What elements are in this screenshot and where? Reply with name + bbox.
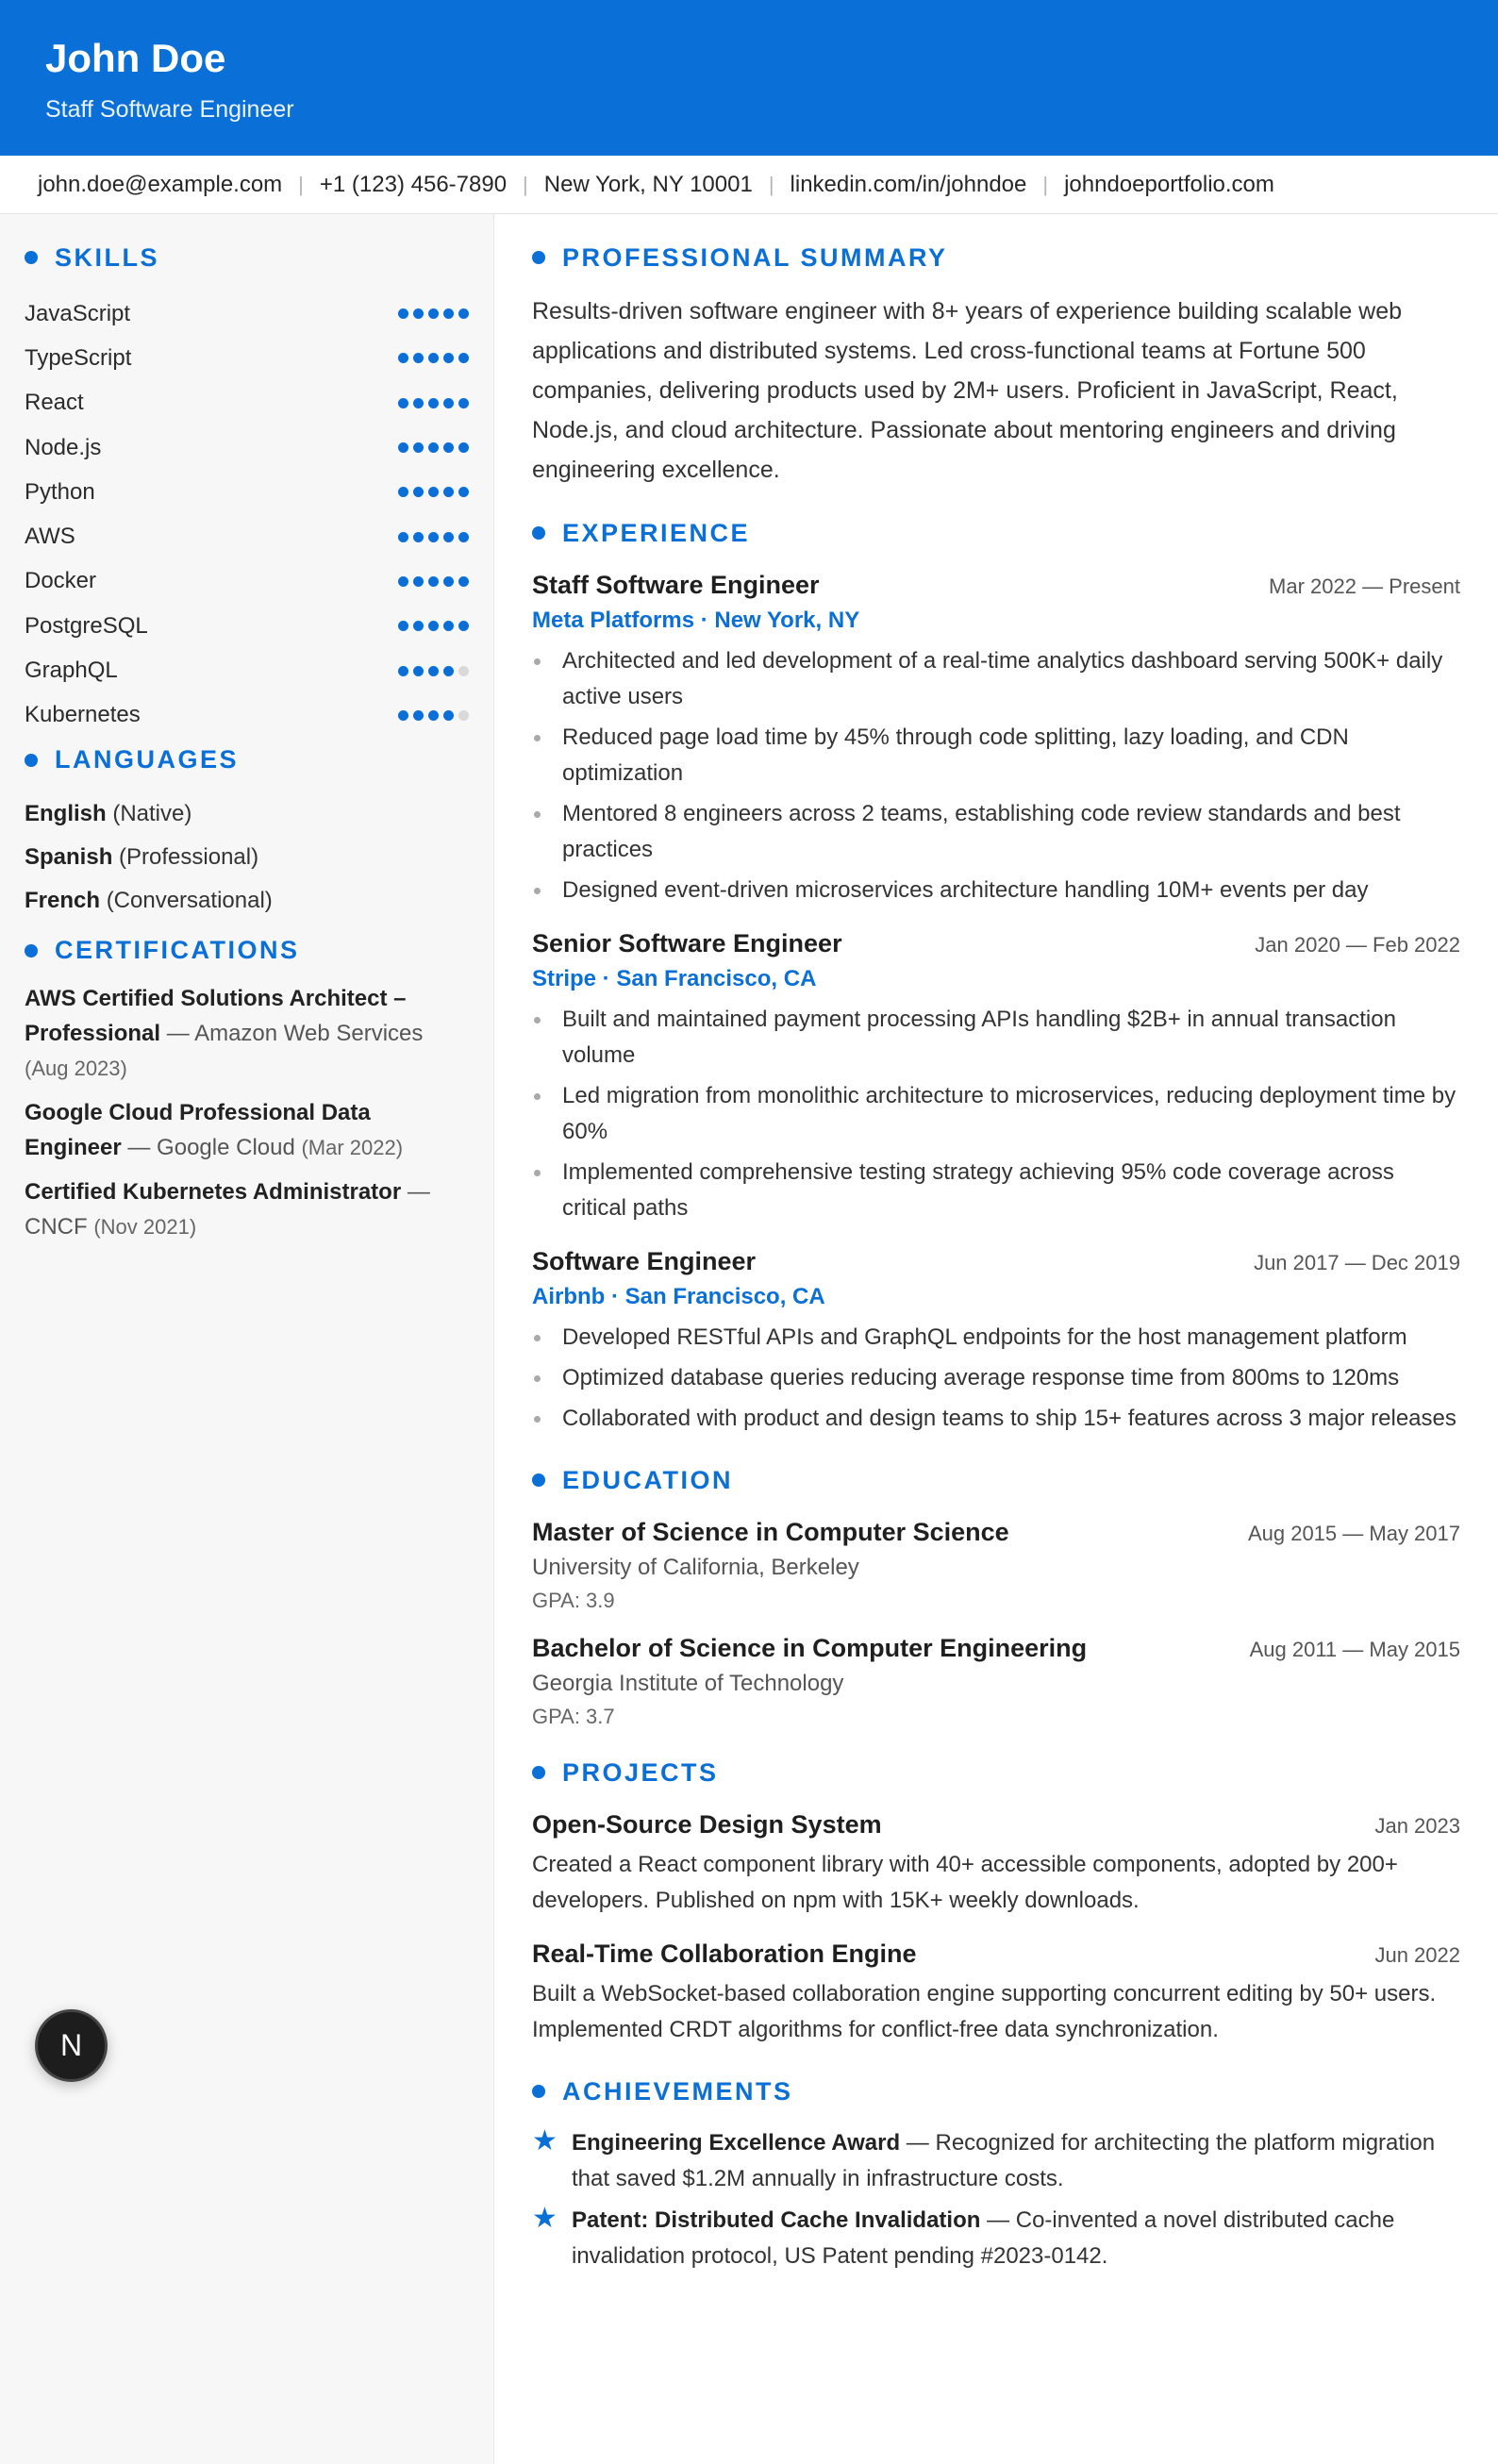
projects-section [532,1756,1460,2048]
contact-location: New York, NY 10001 [543,171,753,197]
achievement-name: Engineering Excellence Award [572,2130,901,2156]
certification-item: AWS Certified Solutions Architect – Professional — Amazon Web Services (Aug 2023) [25,985,424,1080]
section-bullet-icon [532,1473,545,1487]
main-content [494,214,1498,2464]
job-bullet: Led migration from monolithic architecture to microservices, reducing deployment time by 60% [532,1078,1460,1150]
job-bullet: Built and maintained payment processing APIs handling $2B+ in annual transaction volume [532,1002,1460,1074]
experience-header [532,1247,1460,1276]
skill-dot-icon [428,442,439,453]
achievement-text: Patent: Distributed Cache Invalidation — Co-invented a novel distributed cache invalidation protocol, US Patent pending #2023-0142. [572,2207,1395,2269]
project-header [532,1810,1460,1840]
job-date: Jan 2020 — Feb 2022 [1255,933,1460,957]
gpa: GPA: 3.7 [532,1705,615,1728]
experience-header [532,571,1460,600]
star-icon: ★ [532,2203,558,2234]
skill-dot-icon [428,532,439,542]
skill-row [25,693,469,738]
education-header [532,1634,1460,1663]
degree-title: Bachelor of Science in Computer Engineering [532,1634,1088,1662]
project-item [532,1940,1460,2048]
skill-dot-icon [458,487,469,497]
education-item [532,1634,1460,1729]
skill-dot-icon [443,487,454,497]
job-bullet: Architected and led development of a real-time analytics dashboard serving 500K+ daily active users [532,643,1460,715]
skill-dot-icon [398,576,408,587]
education-date: Aug 2015 — May 2017 [1247,1522,1460,1545]
skill-dot-icon [428,621,439,631]
skill-dot-icon [428,487,439,497]
job-title: Senior Software Engineer [532,929,842,957]
job-bullet: Mentored 8 engineers across 2 teams, establishing code review standards and best practices [532,796,1460,868]
skill-name: Node.js [25,434,102,460]
skill-dot-icon [413,442,424,453]
skill-dot-icon [398,398,408,408]
skill-level-dots [398,576,469,587]
skill-name: PostgreSQL [25,612,148,639]
skill-level-dots [398,666,469,676]
education-list [532,1518,1460,1729]
job-bullet: Collaborated with product and design teams to ship 15+ features across 3 major releases [532,1401,1460,1437]
skill-dot-icon [443,666,454,676]
education-header [532,1518,1460,1547]
skill-name: React [25,390,84,416]
skill-dot-icon [398,442,408,453]
skill-dot-icon [428,398,439,408]
project-date: Jan 2023 [1374,1814,1460,1838]
job-bullet: Developed RESTful APIs and GraphQL endpoints for the host management platform [532,1320,1460,1356]
sidebar [0,214,494,2464]
job-bullets [532,1002,1460,1226]
summary-section [532,241,1460,490]
skill-dot-icon [413,532,424,542]
skills-list [25,291,469,738]
skill-row [25,291,469,336]
skill-name: JavaScript [25,300,131,326]
candidate-name: John Doe [45,36,226,80]
section-bullet-icon [25,251,38,264]
next-dev-badge-button[interactable] [35,2009,108,2082]
skill-row [25,470,469,514]
experience-list [532,571,1460,1437]
skill-row [25,425,469,470]
certifications-heading: CERTIFICATIONS [25,934,469,968]
skill-dot-icon [413,576,424,587]
projects-list [532,1810,1460,2048]
skill-dot-icon [428,666,439,676]
contact-separator: | [298,172,304,196]
projects-heading: PROJECTS [532,1756,1460,1790]
education-date: Aug 2011 — May 2015 [1249,1638,1460,1661]
skill-dot-icon [413,621,424,631]
skill-dot-icon [398,666,408,676]
skill-dot-icon [443,710,454,721]
job-company: Airbnb · San Francisco, CA [532,1284,825,1309]
skill-dot-icon [458,621,469,631]
section-bullet-icon [532,2085,545,2098]
achievements-heading: ACHIEVEMENTS [532,2074,1460,2108]
job-bullet: Designed event-driven microservices architecture handling 10M+ events per day [532,873,1460,908]
experience-item [532,1247,1460,1437]
skill-dot-icon [443,398,454,408]
skill-row [25,604,469,648]
language-item: French (Conversational) [25,887,273,913]
skill-dot-icon [398,621,408,631]
degree-title: Master of Science in Computer Science [532,1518,1009,1546]
achievement-text: Engineering Excellence Award — Recognized for architecting the platform migration that saved $1.2M annually in infrastructure costs. [572,2130,1436,2191]
job-bullet: Implemented comprehensive testing strategy achieving 95% code coverage across critical paths [532,1155,1460,1226]
experience-heading: EXPERIENCE [532,516,1460,550]
job-title: Software Engineer [532,1247,757,1275]
project-name: Open-Source Design System [532,1810,882,1839]
skill-row [25,559,469,604]
skill-level-dots [398,621,469,631]
job-bullet: Optimized database queries reducing average response time from 800ms to 120ms [532,1360,1460,1396]
experience-item [532,571,1460,908]
contact-email[interactable]: john.doe@example.com [38,171,283,197]
skill-dot-icon [443,442,454,453]
section-bullet-icon [25,944,38,957]
project-name: Real-Time Collaboration Engine [532,1940,917,1968]
project-description: Built a WebSocket-based collaboration engine supporting concurrent editing by 50+ users. Implemented CRDT algorithms for conflict-free data synchronization. [532,1981,1437,2042]
skill-row [25,381,469,425]
skill-dot-icon [413,353,424,363]
achievement-description: Recognized for architecting the platform migration that saved $1.2M annually in infrastructure costs. [572,2130,1436,2191]
skill-dot-icon [458,308,469,319]
summary-heading: PROFESSIONAL SUMMARY [532,241,1460,275]
skill-name: TypeScript [25,344,132,371]
skill-name: Python [25,478,95,505]
achievement-item [532,2125,1460,2197]
skill-row [25,336,469,380]
gpa: GPA: 3.9 [532,1589,615,1612]
skill-dot-icon [413,666,424,676]
skill-dot-icon [428,353,439,363]
section-bullet-icon [532,1766,545,1779]
star-icon: ★ [532,2125,558,2156]
contact-phone[interactable]: +1 (123) 456-7890 [319,171,508,197]
language-item: English (Native) [25,800,192,826]
skill-dot-icon [443,353,454,363]
skill-dot-icon [458,532,469,542]
languages-heading: LANGUAGES [25,743,469,777]
skill-dot-icon [398,308,408,319]
job-bullets [532,643,1460,908]
project-description: Created a React component library with 40+ accessible components, adopted by 200+ developers. Published on npm with 15K+ weekly downloads. [532,1852,1398,1913]
skill-level-dots [398,353,469,363]
contact-linkedin[interactable]: linkedin.com/in/johndoe [790,171,1027,197]
skill-dot-icon [458,398,469,408]
skill-dot-icon [458,576,469,587]
certification-item: Google Cloud Professional Data Engineer — Google Cloud (Mar 2022) [25,1099,404,1160]
job-date: Jun 2017 — Dec 2019 [1254,1251,1460,1274]
skill-name: AWS [25,524,75,550]
skill-dot-icon [413,308,424,319]
job-bullet: Reduced page load time by 45% through code splitting, lazy loading, and CDN optimization [532,720,1460,791]
skill-dot-icon [458,442,469,453]
languages-list [25,792,469,923]
skill-dot-icon [458,666,469,676]
skill-dot-icon [428,710,439,721]
school-name: Georgia Institute of Technology [532,1671,844,1696]
job-bullets [532,1320,1460,1437]
experience-header [532,929,1460,958]
job-company: Meta Platforms · New York, NY [532,608,860,633]
skill-dot-icon [398,353,408,363]
skill-row [25,648,469,692]
skill-name: Docker [25,568,97,594]
skill-dot-icon [443,532,454,542]
experience-item [532,929,1460,1226]
skill-dot-icon [458,353,469,363]
skill-dot-icon [443,576,454,587]
contact-separator: | [1042,172,1049,196]
skill-dot-icon [413,710,424,721]
skill-name: GraphQL [25,658,118,684]
skill-name: Kubernetes [25,702,141,728]
achievements-section [532,2074,1460,2274]
skill-level-dots [398,532,469,542]
resume-header [0,0,1498,156]
skill-dot-icon [398,487,408,497]
section-bullet-icon [25,754,38,767]
skill-dot-icon [398,710,408,721]
skill-dot-icon [398,532,408,542]
contact-separator: | [768,172,774,196]
skill-level-dots [398,442,469,453]
certifications-list [25,981,469,1244]
education-item [532,1518,1460,1613]
skill-dot-icon [428,576,439,587]
school-name: University of California, Berkeley [532,1555,859,1580]
section-bullet-icon [532,526,545,540]
project-date: Jun 2022 [1374,1943,1460,1967]
section-bullet-icon [532,251,545,264]
skill-dot-icon [443,621,454,631]
achievements-list [532,2125,1460,2274]
contact-separator: | [523,172,528,196]
contact-bar [0,156,1498,214]
skill-dot-icon [413,398,424,408]
project-item [532,1810,1460,1919]
achievement-name: Patent: Distributed Cache Invalidation [572,2207,981,2233]
skill-dot-icon [458,710,469,721]
candidate-title: Staff Software Engineer [45,96,294,123]
skill-dot-icon [413,487,424,497]
job-date: Mar 2022 — Present [1269,574,1460,598]
achievement-description: Co-invented a novel distributed cache invalidation protocol, US Patent pending #2023-0142. [572,2207,1395,2269]
skill-row [25,514,469,558]
project-header [532,1940,1460,1969]
skill-dot-icon [443,308,454,319]
skill-level-dots [398,398,469,408]
skill-level-dots [398,710,469,721]
skill-dot-icon [428,308,439,319]
education-heading: EDUCATION [532,1463,1460,1497]
education-section [532,1463,1460,1729]
language-item: Spanish (Professional) [25,843,259,870]
experience-section [532,516,1460,1437]
skill-level-dots [398,308,469,319]
n-logo-icon: N [59,2028,83,2062]
skill-level-dots [398,487,469,497]
job-company: Stripe · San Francisco, CA [532,966,817,991]
certification-item: Certified Kubernetes Administrator — CNCF (Nov 2021) [25,1178,430,1240]
skills-heading: SKILLS [25,241,469,275]
summary-text: Results-driven software engineer with 8+ years of experience building scalable web applications and distributed systems. Led cross-functional teams at Fortune 500 companies, delivering products used by 2M+ users. Proficient in JavaScript, React, Node.js, and cloud architecture. Passionate about mentoring engineers and driving engineering excellence. [532,298,1403,483]
contact-portfolio[interactable]: johndoeportfolio.com [1064,171,1274,197]
achievement-item [532,2203,1460,2274]
job-title: Staff Software Engineer [532,571,820,599]
